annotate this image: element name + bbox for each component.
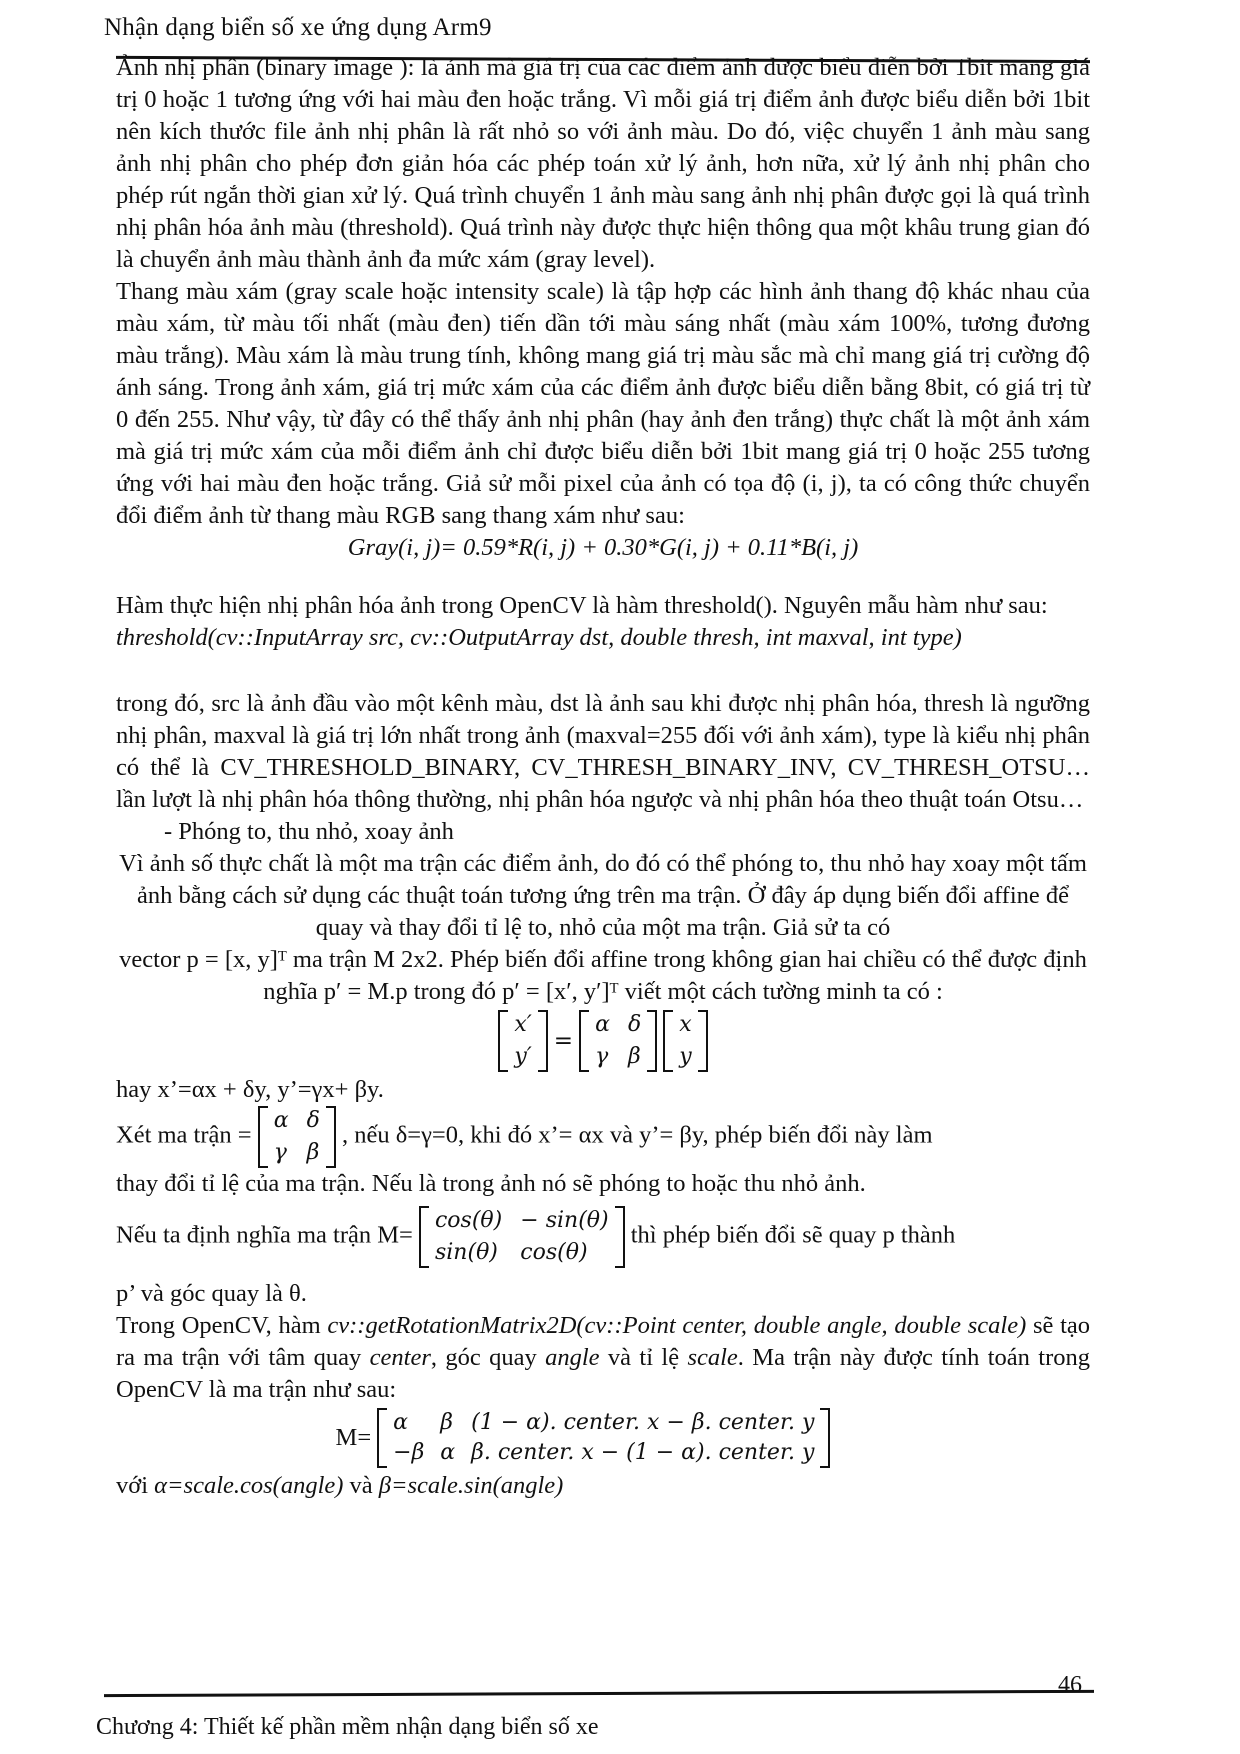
spacer (116, 654, 1090, 688)
text-span: scale (687, 1344, 738, 1371)
vector-xprime (498, 1010, 547, 1072)
text-span: Nếu ta định nghĩa ma trận M= (116, 1221, 413, 1249)
matrix-cell: cos(θ) (434, 1208, 503, 1233)
text-span: Trong OpenCV, hàm (116, 1312, 328, 1339)
matrix-cell: − sin(θ) (520, 1208, 609, 1233)
paragraph-gray-scale: Thang màu xám (gray scale hoặc intensity scale) là tập hợp các hình ảnh thang độ khác nhau của màu xám, từ màu tối nhất (màu đen) tiến dần tới màu sáng nhất (màu xám 100%, tương đương màu trắng). Màu xám là màu trung tính, không mang giá trị màu sắc mà chỉ mang giá trị cường độ ánh sáng. Trong ảnh xám, giá trị mức xám của các điểm ảnh được biểu diễn bằng 8bit, có giá trị từ 0 đến 255. Như vậy, từ đây có thể thấy ảnh nhị phân (hay ảnh đen trắng) thực chất là một ảnh xám mà giá trị mức xám của mỗi điểm ảnh chỉ được biểu diễn bởi 1bit mang giá trị 0 hoặc 255 tương ứng với hai màu đen hoặc trắng. Giả sử mỗi pixel của ảnh có tọa độ (i, j), ta có công thức chuyển đổi điểm ảnh từ thang màu RGB sang thang xám như sau: (116, 278, 1090, 529)
matrix-cell: y′ (514, 1044, 532, 1069)
matrix-cell: sin(θ) (434, 1240, 498, 1265)
matrix-cell: α (595, 1012, 610, 1037)
footer-rule (104, 1690, 1094, 1697)
matrix-cell: α (440, 1440, 456, 1465)
matrix-cell: α (273, 1108, 289, 1133)
text-span: , nếu δ=γ=0, khi đó x’= αx và y’= βy, phép biến đổi này làm (341, 1121, 933, 1149)
text-span: thì phép biến đổi sẽ quay p thành (630, 1221, 956, 1249)
page-body (116, 52, 1090, 1502)
spacer (116, 564, 1090, 590)
matrix-alpha-delta (579, 1010, 657, 1072)
matrix-cell: β (306, 1140, 320, 1165)
text-span: và (343, 1472, 379, 1499)
page-header: Nhận dạng biển số xe ứng dụng Arm9 (104, 14, 492, 41)
threshold-prototype: threshold(cv::InputArray src, cv::OutputArray dst, double thresh, int maxval, int type) (116, 624, 962, 651)
matrix-rotation-opencv (377, 1408, 830, 1468)
text-span: α=scale.cos(angle) (154, 1472, 344, 1499)
matrix-cell: β (627, 1044, 641, 1069)
paragraph-scale-effect: thay đổi tỉ lệ của ma trận. Nếu là trong ảnh nó sẽ phóng to hoặc thu nhỏ ảnh. (116, 1170, 866, 1197)
paragraph-affine-def: vector p = [x, y]ᵀ ma trận M 2x2. Phép biến đổi affine trong không gian hai chiều có thể được định nghĩa p′ = M.p trong đó p′ = [x′, y′]ᵀ viết một cách tường minh ta có : (119, 946, 1087, 1005)
matrix-rotation (419, 1206, 625, 1268)
matrix-cell: x (679, 1012, 692, 1037)
matrix-cell: y (679, 1044, 692, 1069)
text-span: Xét ma trận = (116, 1121, 252, 1149)
text-span: với (116, 1472, 155, 1499)
paragraph-opencv-rotation (116, 1310, 1090, 1406)
matrix-cell: δ (306, 1108, 320, 1133)
equation-rotation-2d (76, 1408, 1090, 1468)
matrix-cell: −β (393, 1440, 425, 1465)
text-span: M= (335, 1424, 372, 1451)
paragraph-rotation-result: p’ và góc quay là θ. (116, 1280, 307, 1307)
paragraph-threshold-params: trong đó, src là ảnh đầu vào một kênh màu, dst là ảnh sau khi được nhị phân hóa, thresh là ngưỡng nhị phân, maxval là giá trị lớn nhất trong ảnh (maxval=255 đối với ảnh xám), type là kiểu nhị phân có thể là CV_THRESHOLD_BINARY, CV_THRESH_BINARY_INV, CV_THRESH_OTSU…lần lượt là nhị phân hóa thông thường, nhị phân hóa ngược và nhị phân hóa theo thuật toán Otsu… (116, 690, 1090, 813)
matrix-cell: β. center. x − (1 − α). center. y (471, 1440, 815, 1465)
paragraph-rotation-matrix (116, 1206, 1090, 1268)
text-span: angle (545, 1344, 600, 1371)
matrix-cell: δ (627, 1012, 642, 1037)
matrix-cell: x′ (514, 1012, 532, 1037)
paragraph-expanded: hay x’=αx + δy, y’=γx+ βy. (116, 1076, 384, 1103)
page-footer: Chương 4: Thiết kế phần mềm nhận dạng biển số xe (96, 1714, 599, 1740)
paragraph-affine-intro: Vì ảnh số thực chất là một ma trận các điểm ảnh, do đó có thể phóng to, thu nhỏ hay xoay một tấm ảnh bằng cách sử dụng các thuật toán tương ứng trên ma trận. Ở đây áp dụng biến đổi affine để quay và thay đổi tỉ lệ to, nhỏ của một ma trận. Giả sử ta có (119, 850, 1087, 941)
paragraph-threshold-intro: Hàm thực hiện nhị phân hóa ảnh trong OpenCV là hàm threshold(). Nguyên mẫu hàm như sau: (116, 592, 1048, 619)
spacer (116, 1268, 1090, 1278)
paragraph-scale-matrix (116, 1106, 1090, 1168)
text-span: sẽ tạo ra ma trận với tâm quay (116, 1312, 1090, 1371)
text-span: và tỉ lệ (599, 1344, 688, 1371)
matrix-cell: γ (595, 1044, 609, 1069)
function-signature: cv::getRotationMatrix2D(cv::Point center, double angle, double scale) (327, 1312, 1027, 1339)
matrix-cell: γ (273, 1140, 287, 1165)
matrix-scale (258, 1106, 336, 1168)
matrix-cell: cos(θ) (520, 1240, 588, 1265)
text-span: . Ma trận này được tính toán trong OpenCV là ma trận như sau: (116, 1344, 1091, 1403)
matrix-cell: (1 − α). center. x − β. center. y (471, 1410, 815, 1435)
page-number: 46 (1058, 1672, 1082, 1698)
matrix-cell: α (393, 1410, 408, 1435)
paragraph-binary-image: Ảnh nhị phân (binary image ): là ảnh mà giá trị của các điểm ảnh được biểu diễn bởi 1bit mang giá trị 0 hoặc 1 tương ứng với hai màu đen hoặc trắng. Vì mỗi giá trị điểm ảnh được biểu diễn bởi 1bit nên kích thước file ảnh nhị phân là rất nhỏ so với ảnh màu. Do đó, việc chuyển 1 ảnh màu sang ảnh nhị phân cho phép đơn giản hóa các phép toán xử lý ảnh, hơn nữa, xử lý ảnh nhị phân cho phép rút ngắn thời gian xử lý. Quá trình chuyển 1 ảnh màu sang ảnh nhị phân được gọi là quá trình nhị phân hóa ảnh màu (threshold). Quá trình này được thực hiện thông qua một khâu trung gian đó là chuyển ảnh màu thành ảnh đa mức xám (gray level). (116, 54, 1090, 273)
equation-affine: x′ y′ = α δ γ β x y (116, 1010, 1090, 1072)
text-span: β=scale.sin(angle) (378, 1472, 564, 1499)
text-span: , góc quay (430, 1344, 546, 1371)
matrix-cell: β (440, 1410, 454, 1435)
vector-xy (663, 1010, 707, 1072)
formula-gray: Gray(i, j)= 0.59*R(i, j) + 0.30*G(i, j) + 0.11*B(i, j) (347, 534, 859, 561)
paragraph-alpha-beta (116, 1470, 1090, 1502)
text-span: center (369, 1344, 431, 1371)
bullet-resize-rotate: - Phóng to, thu nhỏ, xoay ảnh (164, 818, 454, 845)
